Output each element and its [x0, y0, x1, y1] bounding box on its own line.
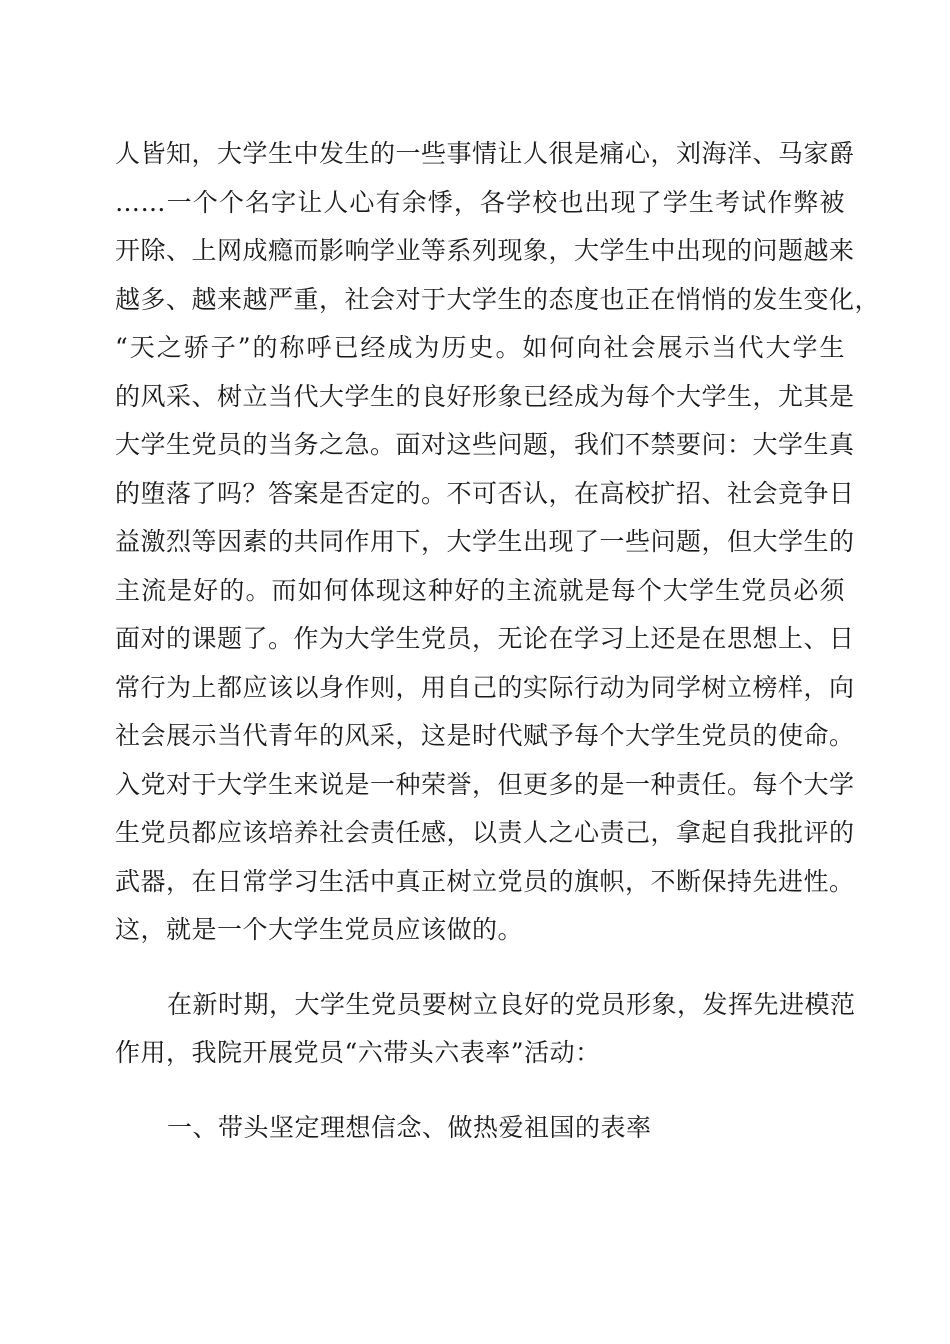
paragraph-line: 常行为上都应该以身作则，用自己的实际行动为同学树立榜样，向 — [115, 672, 855, 702]
paragraph-line: 的堕落了吗？答案是否定的。不可否认，在高校扩招、社会竞争日 — [115, 478, 855, 508]
paragraph-spacer — [115, 1078, 845, 1104]
document-body — [115, 130, 881, 1152]
paragraph-line: 开除、上网成瘾而影响学业等系列现象，大学生中出现的问题越来 — [115, 236, 855, 265]
paragraph-line: 越多、越来越严重，社会对于大学生的态度也正在悄悄的发生变化， — [115, 284, 881, 314]
paragraph-line: 面对的课题了。作为大学生党员，无论在学习上还是在思想上、日 — [115, 624, 855, 653]
paragraph-line: “天之骄子”的称呼已经成为历史。如何向社会展示当代大学生 — [115, 333, 845, 362]
paragraph-spacer — [115, 955, 845, 981]
paragraph-2 — [115, 981, 856, 1078]
paragraph-1 — [115, 130, 881, 955]
section-heading — [115, 1104, 845, 1153]
paragraph-line: 武器，在日常学习生活中真正树立党员的旗帜，不断保持先进性。 — [115, 866, 855, 896]
paragraph-line: 大学生党员的当务之急。面对这些问题，我们不禁要问：大学生真 — [115, 430, 855, 459]
paragraph-line: 在新时期，大学生党员要树立良好的党员形象，发挥先进模范 — [167, 989, 856, 1019]
paragraph-line: 作用，我院开展党员“六带头六表率”活动： — [115, 1038, 601, 1067]
paragraph-line: 生党员都应该培养社会责任感，以责人之心责己，拿起自我批评的 — [115, 818, 855, 847]
paragraph-line: 人皆知，大学生中发生的一些事情让人很是痛心，刘海洋、马家爵 — [115, 139, 855, 168]
paragraph-line: 主流是好的。而如何体现这种好的主流就是每个大学生党员必须 — [115, 575, 845, 605]
paragraph-line: 这，就是一个大学生党员应该做的。 — [115, 915, 524, 944]
paragraph-line: ……一个个名字让人心有余悸，各学校也出现了学生考试作弊被 — [115, 187, 845, 217]
section-heading-text: 一、带头坚定理想信念、做热爱祖国的表率 — [167, 1112, 652, 1142]
paragraph-line: 入党对于大学生来说是一种荣誉，但更多的是一种责任。每个大学 — [115, 769, 855, 799]
paragraph-line: 社会展示当代青年的风采，这是时代赋予每个大学生党员的使命。 — [115, 721, 855, 750]
paragraph-line: 益激烈等因素的共同作用下，大学生出现了一些问题，但大学生的 — [115, 527, 855, 556]
paragraph-line: 的风采、树立当代大学生的良好形象已经成为每个大学生，尤其是 — [115, 381, 855, 411]
